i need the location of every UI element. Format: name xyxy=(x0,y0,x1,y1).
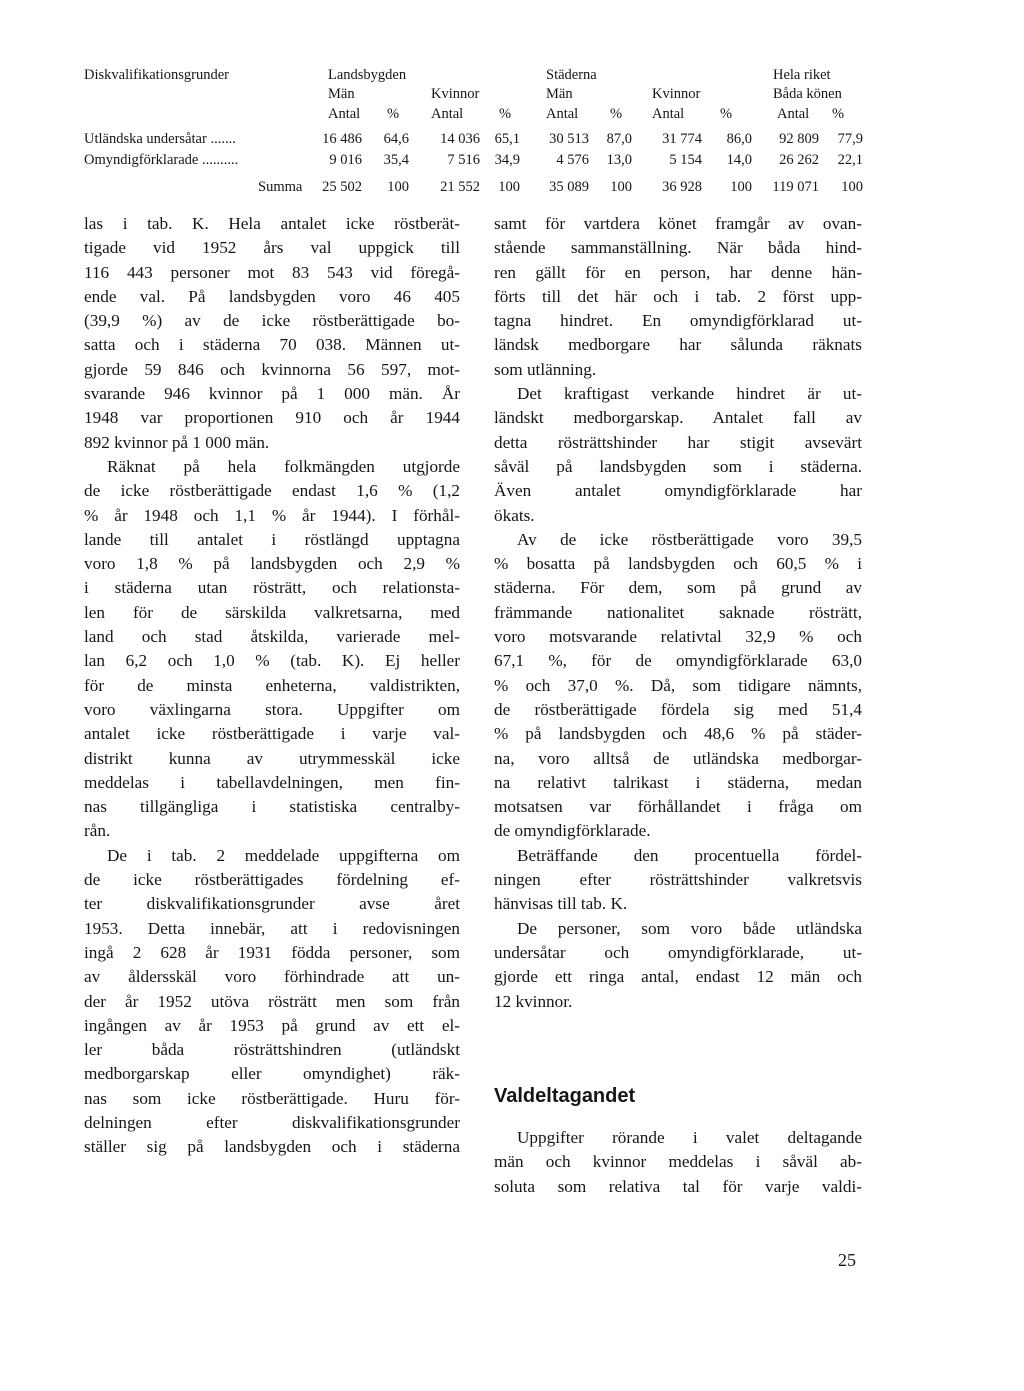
text-line: ingången av år 1953 på grund av ett el- xyxy=(84,1015,460,1035)
header-kvinnor: Kvinnor xyxy=(431,86,480,102)
text-line: nas som icke röstberättigade. Huru för- xyxy=(84,1088,460,1108)
paragraph xyxy=(494,382,862,528)
text-line: svarande 946 kvinnor på 1 000 män. År xyxy=(84,384,460,404)
table-cell: 100 xyxy=(730,179,752,195)
paragraph xyxy=(84,844,460,1160)
table-cell: 119 071 xyxy=(772,179,819,195)
header-antal: Antal xyxy=(652,106,685,122)
text-line: % på landsbygden och 48,6 % på städer- xyxy=(494,724,862,744)
section-heading: Valdeltagandet xyxy=(494,1085,636,1107)
table-cell: 7 516 xyxy=(447,152,480,168)
text-line: soluta som relativa tal för varje valdi- xyxy=(494,1176,862,1196)
text-line: % bosatta på landsbygden och 60,5 % i xyxy=(494,554,862,574)
page-number: 25 xyxy=(838,1250,856,1270)
header-antal: Antal xyxy=(328,106,361,122)
text-line: för de minsta enheterna, valdistrikten, xyxy=(84,675,460,695)
text-line: ter diskvalifikationsgrunder avse året xyxy=(84,894,460,914)
text-line: rån. xyxy=(84,821,111,841)
table-cell: 9 016 xyxy=(329,152,362,168)
table-cell: 100 xyxy=(841,179,863,195)
text-line: 12 kvinnor. xyxy=(494,991,573,1011)
text-line: % år 1948 och 1,1 % år 1944). I förhål- xyxy=(84,505,460,525)
table-cell: 21 552 xyxy=(440,179,480,195)
table-cell: 14 036 xyxy=(440,131,480,147)
table-cell: 64,6 xyxy=(383,131,409,147)
text-line: (39,9 %) av de icke röstberättigade bo- xyxy=(84,311,460,331)
text-line: len för de särskilda valkretsarna, med xyxy=(84,602,460,622)
row-label: Omyndigförklarade .......... xyxy=(84,152,239,168)
text-line: hänvisas till tab. K. xyxy=(494,894,628,914)
table-cell: 25 502 xyxy=(322,179,362,195)
table-cell: 35 089 xyxy=(549,179,589,195)
text-line: 67,1 %, för de omyndigförklarade 63,0 xyxy=(494,651,862,671)
text-line: tigade vid 1952 års val uppgick till xyxy=(84,238,460,258)
text-line: av åldersskäl voro förhindrade att un- xyxy=(84,967,460,987)
text-line: motsatsen var förhållandet i fråga om xyxy=(494,797,862,817)
table-cell: 100 xyxy=(610,179,632,195)
table-cell: 100 xyxy=(498,179,520,195)
text-line: na relativt talrikast i städerna, medan xyxy=(494,772,862,792)
text-line: De personer, som voro både utländska xyxy=(517,918,862,938)
row-label: Utländska undersåtar ....... xyxy=(84,131,236,147)
text-line: na, voro alltså de utländska medborgar- xyxy=(494,748,862,768)
header-hela-riket: Hela riket xyxy=(773,67,831,83)
header-kvinnor: Kvinnor xyxy=(652,86,701,102)
header-antal: Antal xyxy=(546,106,579,122)
table-cell: 34,9 xyxy=(494,152,520,168)
text-line: tagna hindret. En omyndigförklarad ut- xyxy=(494,311,862,331)
paragraph xyxy=(494,917,862,1014)
right-column xyxy=(494,212,862,1014)
text-line: der år 1952 utöva rösträtt men som från xyxy=(84,991,460,1011)
text-line: som utlänning. xyxy=(494,359,597,379)
text-line: delningen efter diskvalifikationsgrunder xyxy=(84,1112,460,1132)
text-line: 116 443 personer mot 83 543 vid föregå- xyxy=(84,262,460,282)
text-line: distrikt kunna av utrymmesskäl icke xyxy=(84,748,460,768)
header-landsbygden: Landsbygden xyxy=(328,67,407,83)
table-cell: 16 486 xyxy=(322,131,362,147)
header-staderna: Städerna xyxy=(546,67,597,83)
header-antal: Antal xyxy=(431,106,464,122)
text-line: de röstberättigade fördela sig med 51,4 xyxy=(494,699,862,719)
text-line: ingå 2 628 år 1931 födda personer, som xyxy=(84,942,460,962)
paragraph xyxy=(84,212,460,455)
right-column-continued xyxy=(494,1126,862,1199)
text-line: främmande nationalitet saknade rösträtt, xyxy=(494,602,862,622)
table-cell: 87,0 xyxy=(606,131,632,147)
text-line: såväl på landsbygden som i städerna. xyxy=(494,456,862,476)
paragraph xyxy=(84,455,460,844)
table-header-grounds: Diskvalifikationsgrunder xyxy=(84,67,229,83)
table-cell: 65,1 xyxy=(494,131,520,147)
text-line: ställer sig på landsbygden och i städerna xyxy=(84,1137,460,1157)
text-line: ren gällt för en person, har denne hän- xyxy=(494,262,862,282)
text-line: meddelas i tabellavdelningen, men fin- xyxy=(84,772,460,792)
table-cell: 4 576 xyxy=(556,152,589,168)
table-cell: 31 774 xyxy=(662,131,702,147)
text-line: städerna. För dem, som på grund av xyxy=(494,578,862,598)
table-cell: 92 809 xyxy=(779,131,819,147)
header-pct: % xyxy=(720,106,733,122)
header-pct: % xyxy=(610,106,623,122)
text-line: samt för vartdera könet framgår av ovan- xyxy=(494,214,862,233)
table-cell: 77,9 xyxy=(837,131,863,147)
text-line: 892 kvinnor på 1 000 män. xyxy=(84,432,270,452)
table-cell: 5 154 xyxy=(669,152,702,168)
text-line: medborgarskap eller omyndighet) räk- xyxy=(84,1064,460,1084)
text-line: antalet icke röstberättigade i varje val- xyxy=(84,724,460,744)
table-cell: 22,1 xyxy=(837,152,863,168)
text-line: detta rösträttshinder har stigit avsevärt xyxy=(494,432,862,452)
text-line: nas tillgängliga i statistiska centralby- xyxy=(84,797,460,817)
text-line: gjorde 59 846 och kvinnorna 56 597, mot- xyxy=(84,359,460,379)
text-line: de icke röstberättigade endast 1,6 % (1,2 xyxy=(84,481,460,501)
text-line: gjorde ett ringa antal, endast 12 män och xyxy=(494,967,862,987)
paragraph xyxy=(494,528,862,844)
text-line: voro 1,8 % på landsbygden och 2,9 % xyxy=(84,554,460,574)
left-column xyxy=(84,212,460,1160)
text-line: 1953. Detta innebär, att i redovisningen xyxy=(84,918,460,938)
table-cell: 36 928 xyxy=(662,179,702,195)
text-line: förts till det här och i tab. 2 först upp- xyxy=(494,286,862,306)
text-line: Av de icke röstberättigade voro 39,5 xyxy=(517,529,862,549)
text-line: undersåtar och omyndigförklarade, ut- xyxy=(494,942,862,962)
table-cell: 30 513 xyxy=(549,131,589,147)
text-line: Uppgifter rörande i valet deltagande xyxy=(517,1128,862,1147)
text-line: las i tab. K. Hela antalet icke röstberät- xyxy=(84,214,460,233)
table-cell: 100 xyxy=(387,179,409,195)
text-line: ler båda rösträttshindren (utländskt xyxy=(84,1040,460,1060)
header-pct: % xyxy=(832,106,845,122)
text-line: i städerna utan rösträtt, och relationsta- xyxy=(84,578,460,598)
table-cell: 26 262 xyxy=(779,152,819,168)
text-line: % och 37,0 %. Då, som tidigare nämnts, xyxy=(494,675,862,695)
header-man: Män xyxy=(328,86,355,102)
text-line: ländsk medborgare har sålunda räknats xyxy=(494,335,862,355)
text-line: ökats. xyxy=(494,505,535,525)
paragraph xyxy=(494,212,862,382)
paragraph xyxy=(494,1126,862,1199)
table-cell: 35,4 xyxy=(383,152,409,168)
text-line: satta och i städerna 70 038. Männen ut- xyxy=(84,335,460,355)
text-line: Även antalet omyndigförklarade har xyxy=(494,481,862,501)
row-label-summa: Summa xyxy=(258,179,303,195)
table-cell: 13,0 xyxy=(606,152,632,168)
text-line: Räknat på hela folkmängden utgjorde xyxy=(107,456,460,476)
text-line: Beträffande den procentuella fördel- xyxy=(517,845,862,865)
text-line: De i tab. 2 meddelade uppgifterna om xyxy=(107,845,460,865)
paragraph xyxy=(494,844,862,917)
text-line: Det kraftigast verkande hindret är ut- xyxy=(517,384,862,404)
text-line: de omyndigförklarade. xyxy=(494,821,651,841)
header-bada-konen: Båda könen xyxy=(773,86,842,102)
header-pct: % xyxy=(499,106,512,122)
header-man: Män xyxy=(546,86,573,102)
header-antal: Antal xyxy=(777,106,810,122)
text-line: ningen efter rösträttshinder valkretsvis xyxy=(494,870,862,890)
text-line: lan 6,2 och 1,0 % (tab. K). Ej heller xyxy=(84,651,460,671)
text-line: 1948 var proportionen 910 och år 1944 xyxy=(84,408,460,428)
text-line: voro motsvarande relativtal 32,9 % och xyxy=(494,627,862,647)
text-line: land och stad åtskilda, varierade mel- xyxy=(84,627,460,647)
text-line: ende val. På landsbygden voro 46 405 xyxy=(84,286,460,306)
text-line: de icke röstberättigades fördelning ef- xyxy=(84,870,460,890)
text-line: lande till antalet i röstlängd upptagna xyxy=(84,529,460,549)
table-cell: 14,0 xyxy=(726,152,752,168)
header-pct: % xyxy=(387,106,400,122)
text-line: ländskt medborgarskap. Antalet fall av xyxy=(494,408,862,428)
text-line: stående sammanställning. När båda hind- xyxy=(494,238,862,258)
text-line: män och kvinnor meddelas i såväl ab- xyxy=(494,1152,862,1172)
text-line: voro växlingarna stora. Uppgifter om xyxy=(84,699,460,719)
table-cell: 86,0 xyxy=(726,131,752,147)
statistics-table xyxy=(84,62,874,202)
